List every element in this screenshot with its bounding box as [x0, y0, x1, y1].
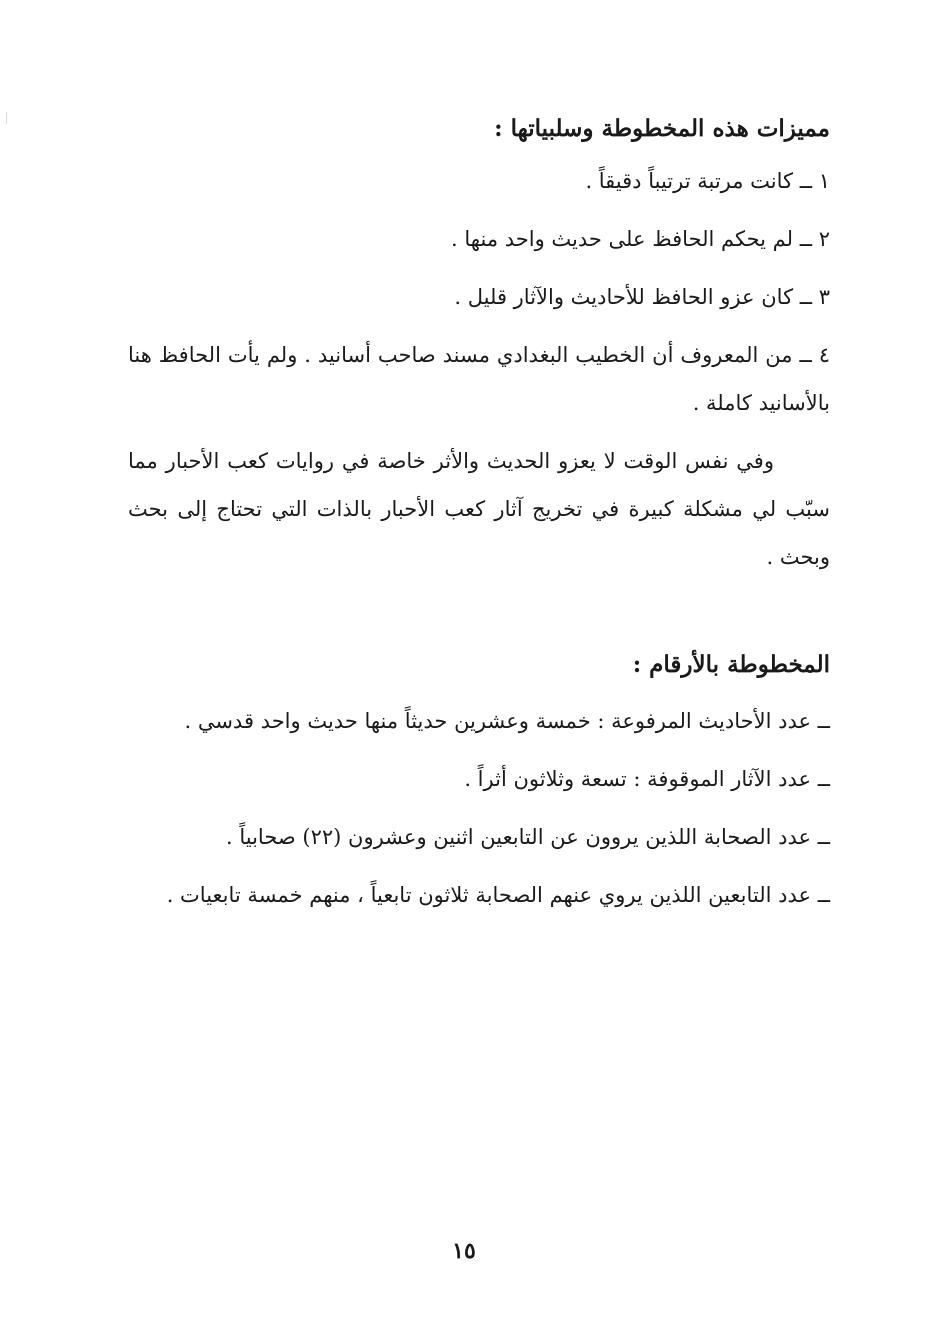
section-heading-numbers: المخطوطة بالأرقام : [632, 651, 830, 678]
feature-item-4: ٤ ــ من المعروف أن الخطيب البغدادي مسند صاحب أسانيد . ولم يأت الحافظ هنا بالأسانيد كاملة . [128, 343, 830, 415]
numbers-item-2: ــ عدد الآثار الموقوفة : تسعة وثلاثون أثراً . [464, 767, 830, 791]
numbers-item-4: ــ عدد التابعين اللذين يروي عنهم الصحابة ثلاثون تابعياً ، منهم خمسة تابعيات . [166, 883, 830, 907]
features-paragraph: وفي نفس الوقت لا يعزو الحديث والأثر خاصة في روايات كعب الأحبار مما سبّب لي مشكلة كبيرة في تخريج آثار كعب الأحبار بالذات التي تحتاج إلى بحث وبحث . [128, 449, 830, 569]
margin-mark [6, 112, 7, 124]
section-heading-features: مميزات هذه المخطوطة وسلبياتها : [494, 115, 830, 142]
text-column [128, 105, 830, 929]
page-number: ١٥ [452, 1238, 476, 1264]
feature-item-2: ٢ ــ لم يحكم الحافظ على حديث واحد منها . [451, 227, 830, 251]
feature-item-1: ١ ــ كانت مرتبة ترتيباً دقيقاً . [585, 169, 830, 193]
numbers-item-1: ــ عدد الأحاديث المرفوعة : خمسة وعشرين حديثاً منها حديث واحد قدسي . [184, 709, 830, 733]
numbers-item-3: ــ عدد الصحابة اللذين يروون عن التابعين اثنين وعشرون (٢٢) صحابياً . [226, 825, 830, 849]
feature-item-3: ٣ ــ كان عزو الحافظ للأحاديث والآثار قليل . [454, 285, 830, 309]
